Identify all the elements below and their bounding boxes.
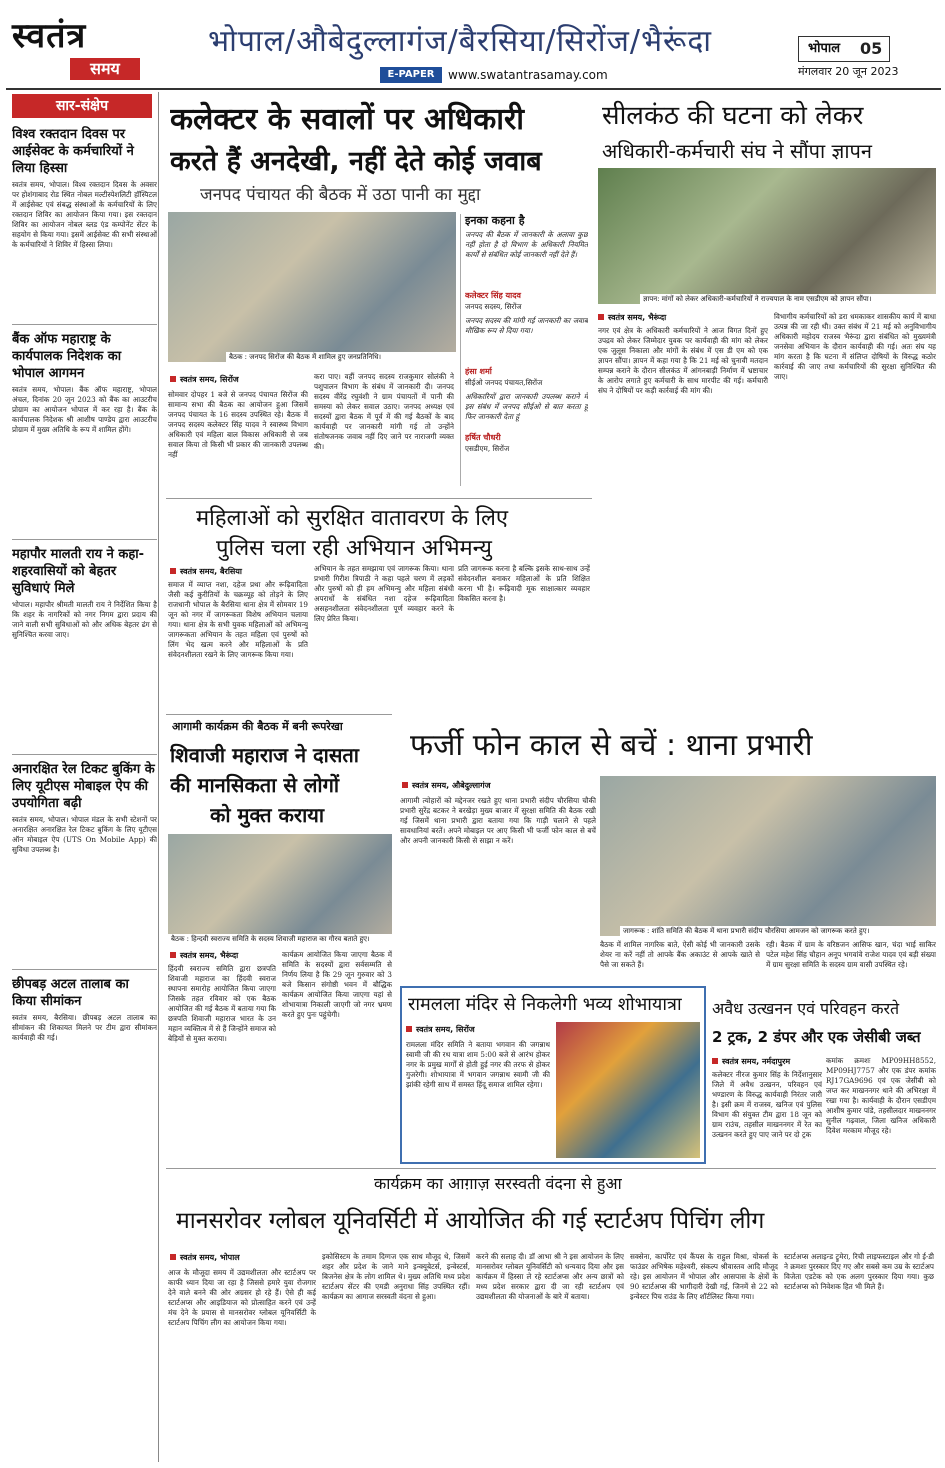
story8-body-col5: स्टार्टअप्स अलाइन्ड ट्रुमेरा, रिची लाइफस्टाइल और गो ई-डी ने क्रमशः पुरस्कार दिए गए और सबसे कम उम्र के स्टार्टअप विजेता एडटेक को एक अलग पुरस्कार दिया गया। कुछ स्टार्टअप्स को निवेशक हित भी मिले हैं।	[784, 1252, 934, 1291]
story4-body-col2: कार्यक्रम आयोजित किया जाएगा बैठक में समिति के सदस्यों द्वारा सर्वसम्मति से निर्णय लिया है कि 29 जून गुरुवार को 3 बजे किसान संगोष्ठी भवन में बौद्धिक कार्यक्रम आयोजित किया जाएगा यहां से शोभायात्रा निकाली जाएगी जो नगर भ्रमण करते हुए पुनः पहुंचेगी।	[282, 950, 392, 1019]
story4-byline-text: स्वतंत्र समय, भैरूंदा	[180, 951, 239, 960]
story8-byline-text: स्वतंत्र समय, भोपाल	[180, 1253, 240, 1262]
story3-byline-text: स्वतंत्र समय, बैरसिया	[180, 567, 243, 576]
story5-photo-caption: जागरूक : शांति समिति की बैठक में थाना प्रभारी संदीप चौरसिया आमजन को जागरूक करते हुए।	[620, 926, 936, 937]
story3-headline-line2: पुलिस चला रही अभियान अभिमन्यु	[216, 536, 492, 561]
story8-body-col4: सक्सेना, कार्पोरेट एवं कैंपस के राहुल मिश्रा, योकर्स के फाउंडर अभिषेक महेश्वरी, संकल्प श्रीवास्तव आदि मौजूद रहे। इस आयोजन में भोपाल और आसपास के क्षेत्रों के 90 स्टार्टअप्स की भागीदारी देखी गई, जिनमें से 22 को इन्वेस्टर पिच राउंड के लिए शॉर्टलिस्ट किया गया।	[630, 1252, 778, 1301]
page-number: 05	[860, 39, 883, 58]
info-box-title: इनका कहना है	[465, 214, 525, 227]
story1-headline-line2: करते हैं अनदेखी, नहीं देते कोई जवाब	[170, 146, 542, 177]
info-box-role3: एसडीएम, सिरोंज	[465, 444, 510, 453]
info-box-role2: सीईओ जनपद पंचायत,सिरोंज	[465, 378, 543, 387]
brief-headline: बैंक ऑफ महाराष्ट्र के कार्यपालक निदेशक का भोपाल आगमन	[12, 332, 122, 381]
story8-body-col2: इकोसिस्टम के तमाम दिग्गज एक साथ मौजूद थे, जिसमें शहर और प्रदेश के जाने माने इन्क्यूबेटर्स, इन्वेस्टर्स, बिजनेस क्षेत्र के लोग शामिल थे। मुख्य अतिथि मध्य प्रदेश स्टार्टअप सेंटर की एमडी अनुराधा सिंह उपस्थित रहीं। कार्यक्रम का आगाज सरस्वती वंदना से हुआ।	[322, 1252, 470, 1301]
story1-photo	[168, 212, 456, 362]
story1-photo-caption: बैठक : जनपद सिरोंज की बैठक में शामिल हुए जनप्रतिनिधि।	[226, 352, 456, 363]
brief-body: भोपाल। महापौर श्रीमती मालती राय ने निर्देशित किया है कि शहर के नागरिकों को नगर निगम द्वारा प्रदाय की जाने वाली सभी सुविधाओं को और अधिक बेहतर ढंग से सुनिश्चित करवा जाए।	[12, 600, 157, 639]
byline-marker	[170, 376, 176, 382]
story3-headline-line1: महिलाओं को सुरक्षित वातावरण के लिए	[196, 506, 509, 531]
edition-city: भोपाल	[808, 41, 841, 56]
column-divider	[158, 92, 159, 1462]
story4-photo	[168, 834, 392, 944]
byline-marker	[402, 782, 408, 788]
brief-body: स्वतंत्र समय, भोपाल। भोपाल मंडल के सभी स्टेशनों पर अनारक्षित अनारक्षित रेल टिकट बुकिंग के लिए यूटीएस ऑन मोबाइल ऐप (UTS On Mobile App) की सुविधा उपलब्ध है।	[12, 815, 157, 854]
info-box-signature3: हर्षित चौधरी	[465, 433, 501, 442]
story2-byline-text: स्वतंत्र समय, भैरूंदा	[608, 313, 667, 322]
story6-byline-text: स्वतंत्र समय, सिरोंज	[416, 1025, 475, 1034]
story1-body-col1: सोमवार दोपहर 1 बजे से जनपद पंचायत सिरोंज की सामान्य सभा की बैठक का आयोजन हुआ जिसमें जनपद पंचायत के 16 सदस्य उपस्थित रहे। बैठक में जनपद सदस्य कलेक्टर सिंह यादव ने स्वास्थ्य विभाग अधिकारी एवं महिला बाल विकास अधिकारी से जब सवाल किया तो किसी भी प्रकार की जानकारी उपलब्ध नहीं	[168, 390, 308, 459]
story7-body-col1: कलेक्टर नीरज कुमार सिंह के निर्देशानुसार जिले में अवैध उत्खनन, परिवहन एवं भण्डारण के विरुद्ध कार्यवाही निरंतर जारी है। इसी क्रम में राजस्व, खनिज एवं पुलिस विभाग की संयुक्त टीम द्वारा 18 जून को ग्राम राउंच, तहसील माखननगर में रेत का उत्खनन करते हुए पाए जाने पर दो ट्रक	[712, 1070, 822, 1139]
story2-byline	[598, 312, 768, 324]
brief-divider	[12, 539, 157, 540]
brief-divider	[12, 754, 157, 755]
story8-headline: मानसरोवर ग्लोबल यूनिवर्सिटी में आयोजित की गई स्टार्टअप पिचिंग लीग	[176, 1208, 765, 1234]
story8-body-col1: आज के मौजूदा समय में उद्यमशीलता और स्टार्टअप पर काफी ध्यान दिया जा रहा है जिससे हमारे युवा रोजगार देने वाले बनने की ओर अग्रसर हो रहे हैं। ऐसे ही कई स्टार्टअप्स और आइडियाज को प्रोत्साहित करने एवं उन्हें मंच देने के प्रयास से मानसरोवर ग्लोबल यूनिवर्सिटी के स्टार्टअप पिचिंग लीग का आयोजन किया गया।	[168, 1268, 316, 1327]
brief-body: स्वतंत्र समय, बैरसिया। छीपबड़ अटल तालाब का सीमांकन की शिकायत मिलने पर टीम द्वारा सीमांकन कार्यवाही की गई।	[12, 1013, 157, 1042]
story7-headline-line1: अवैध उत्खनन एवं परिवहन करते	[712, 999, 900, 1018]
byline-marker	[170, 1254, 176, 1260]
story8-byline	[170, 1252, 320, 1264]
sidebar-title: सार-संक्षेप	[12, 94, 152, 118]
brief-headline: अनारक्षित रेल टिकट बुकिंग के लिए यूटीएस मोबाइल ऐप की उपयोगिता बढ़ी	[12, 762, 155, 811]
story5-body-col1: आगामी त्योहारों को मद्देनजर रखते हुए थाना प्रभारी संदीप चौरसिया चौकी प्रभारी सुरेंद्र बटकर ने बरखेड़ा मुख्य बाजार में सुरक्षा समिति की बैठक रखी गई जिसमें थाना प्रभारी द्वारा बताया गया कि गाड़ी चलाने से पहले सावधानियां बरतें। अपने मोबाइल पर आए किसी भी फर्जी फोन काल से बचें और अपनी जानकारी किसी से साझा न करें।	[400, 796, 596, 845]
byline-marker	[712, 1058, 718, 1064]
website-link[interactable]: www.swatantrasamay.com	[448, 68, 608, 82]
brief-body: स्वतंत्र समय, भोपाल। विश्व रक्तदान दिवस के अवसर पर होशंगाबाद रोड स्थित नोबल मल्टीस्पेशलिटी हॉस्पिटल में आईसेक्ट एवं संबद्ध संस्थाओं के कर्मचारियों के लिए रक्तदान शिविर का आयोजन किया गया। इस रक्तदान शिविर का आयोजन नोबल ब्लड एंड कम्पोनेंट सेंटर के सहयोग से किया गया। इसमें आईसेक्ट की सभी संस्थाओं के कर्मचारियों ने शिविर में हिस्सा लिया।	[12, 180, 157, 249]
story2-photo	[598, 168, 936, 304]
info-box-quote2: जनपद सदस्य की मांगी गई जानकारी का जवाब मौखिक रूप से दिया गया।	[465, 316, 588, 335]
story4-body-col1: हिंदवी स्वराज्य समिति द्वारा छत्रपति शिवाजी महाराज का हिंदवी स्वराज स्थापना समारोह आयोजित किया जाएगा जिसके तहत रविवार को एक बैठक आयोजित की गई बैठक में बताया गया कि छत्रपति शिवाजी महाराज भारत के उन महान व्यक्तित्व में से हैं जिन्होंने समाज को बेड़ियों से मुक्त कराया।	[168, 964, 276, 1043]
story6-headline: रामलला मंदिर से निकलेगी भव्य शोभायात्रा	[408, 994, 682, 1015]
issue-date: मंगलवार 20 जून 2023	[798, 65, 899, 78]
brief-headline: छीपबड़ अटल तालाब का किया सीमांकन	[12, 977, 129, 1009]
story2-headline-line1: सीलकंठ की घटना को लेकर	[602, 101, 864, 131]
story2-photo-caption: ज्ञापन: मांगों को लेकर अधिकारी-कर्मचारियों ने राज्यपाल के नाम एसडीएम को ज्ञापन सौंपा।	[640, 294, 936, 305]
brief-headline: विश्व रक्तदान दिवस पर आईसेक्ट के कर्मचारियों ने लिया हिस्सा	[12, 127, 134, 176]
story6-body: रामलला मंदिर समिति ने बताया भगवान की जगन्नाथ स्वामी जी की रथ यात्रा शाम 5:00 बजे से आरंभ होकर नगर के प्रमुख मार्गों से होती हुई नगर की तरफ से होकर गुजरेगी। शोभायात्रा में भगवान जगन्नाथ स्वामी जी की झांकी रहेगी साथ में समस्त हिंदू समाज शामिल रहेगा।	[406, 1040, 550, 1089]
story5-photo	[600, 776, 936, 936]
story4-kicker: आगामी कार्यक्रम की बैठक में बनी रूपरेखा	[172, 720, 343, 733]
brief-body: स्वतंत्र समय, भोपाल। बैंक ऑफ महाराष्ट्र, भोपाल अंचल, दिनांक 20 जून 2023 को बैंक का आउटरीच प्रोग्राम का आयोजन भोपाल में कर रहा है। बैंक के कार्यपालक निदेशक श्री आशीष पाण्डेय द्वारा आउटरीच प्रोग्राम में मुख्य अतिथि के रूप में शामिल होंगे।	[12, 385, 157, 434]
edition-cities: भोपाल/औबेदुल्लागंज/बैरसिया/सिरोंज/भैरूंदा	[208, 24, 713, 59]
info-box-quote1: जनपद की बैठक में जानकारी के अलावा कुछ नहीं होता है दो विभाग के अधिकारी नियमित कार्यों से संबंधित कोई जानकारी नहीं देते हैं।	[465, 230, 588, 259]
story1-info-box	[460, 214, 588, 486]
story6-photo	[556, 1022, 700, 1158]
story6-byline	[406, 1024, 546, 1036]
byline-marker	[406, 1026, 412, 1032]
story5-byline-text: स्वतंत्र समय, औबेदुल्लागंज	[412, 781, 491, 790]
byline-marker	[598, 314, 604, 320]
story7-body-col2: कमांक क्रमशः MP09HH8552, MP09HJ7757 और एक डंपर कमांक RJ17GA9696 एवं एक जेसीबी को जप्त कर माखननगर थाने की अभिरक्षा में रखा गया है। कार्यवाही के दौरान एसडीएम आशीष कुमार पांडे, तहसीलदार माखननगर सुनील गढ़वाल, जिला खनिज अधिकारी दिवेश मरकाम मौजूद रहे।	[826, 1056, 936, 1135]
info-box-signature1: कलेक्टर सिंह यादव	[465, 291, 521, 300]
brief-divider	[12, 324, 157, 325]
logo-bottom: समय	[70, 58, 140, 80]
story4-headline-line2: की मानसिकता से लोगों	[170, 773, 340, 797]
masthead-divider	[6, 88, 941, 90]
byline-marker	[170, 568, 176, 574]
story1-headline-line1: कलेक्टर के सवालों पर अधिकारी	[170, 102, 525, 137]
logo-top: स्वतंत्र	[12, 16, 87, 56]
epaper-label: E-PAPER	[380, 67, 442, 83]
story5-body-col3: रही। बैठक में ग्राम के वरिष्ठजन आसिफ खान, चंदा भाई साकिर पटेल महेश सिंह चौहान अनूप भगवांवे राजेश यादव एवं बड़ी संख्या में ग्राम सुरक्षा समिति के सदस्य ग्राम वासी उपस्थित रहे।	[766, 940, 936, 969]
story7-byline-text: स्वतंत्र समय, नर्मदापुरम	[722, 1057, 791, 1066]
story5-byline	[402, 780, 598, 792]
brief-divider	[12, 969, 157, 970]
story5-headline: फर्जी फोन काल से बचें : थाना प्रभारी	[410, 728, 813, 763]
story2-body-col2: विभागीय कर्मचारियों को डरा धमकाकर शासकीय कार्य में बाधा उत्पन्न की जा रही थी। उक्त संबंध में 21 मई को अनुविभागीय अधिकारी महोदय राजस्व भैरूंदा द्वारा संबंधित को मुख्यमंत्री जनसेवा अभियान के दौरान कार्यवाही की गई। अतः संघ यह मांग करता है कि घटना में संलिप्त दोषियों के विरुद्ध कठोर कार्रवाई की जाए तथा कर्मचारियों की सुरक्षा सुनिश्चित की जाए।	[774, 312, 936, 381]
story3-body-col3: प्रति जागरूक करना है बल्कि इसके साथ-साथ उन्हें संवेदनशील बनाकर महिलाओं के प्रति शिक्षित करना भी है। रूढ़िवादी मूक साक्षात्कार व्यवहार विकसित करना है।	[458, 564, 590, 603]
section-divider	[166, 1168, 936, 1169]
story2-body-col1: नगर एवं क्षेत्र के अधिकारी कर्मचारियों ने आज विगत दिनों हुए उपद्रव को लेकर जिम्मेदार युवक पर कार्यवाही की मांग को लेकर एक जुलूस निकाला और मांगों के संबंध में एस डी एम को एक ज्ञापन सौंपा। ज्ञापन में कहा गया है कि 21 मई को चुनावी मतदान सम्पन्न कराने के दौरान सीलकंठ में आंगनबाड़ी निर्माण में भ्रष्टाचार के आरोप लगाते हुए कर्मचारी के साथ मारपीट की गई। कर्मचारी संघ ने दोषियों पर कड़ी कार्रवाई की मांग की।	[598, 326, 768, 395]
story5-body-col2: बैठक में शामिल नागरिक बाते, ऐसी कोई भी जानकारी उसके शेयर ना करें नहीं तो आपके बैंक अकाउंट से आपके खाते से पैसे जा सकते हैं।	[600, 940, 760, 969]
section-divider	[166, 714, 392, 715]
story4-headline-line1: शिवाजी महाराज ने दासता	[170, 743, 359, 767]
info-box-quote3: अधिकारियों द्वारा जानकारी उपलब्ध कराने में इस संबंध में जनपद सीईओ से बात करता हूं फिर जानकारी देता हूं	[465, 392, 588, 421]
story1-subheadline: जनपद पंचायत की बैठक में उठा पानी का मुद्दा	[200, 185, 481, 205]
info-box-role1: जनपद सदस्य, सिरोंज	[465, 302, 522, 311]
story1-body-col2: करा पाए। वहीं जनपद सदस्य राजकुमार सोलंकी ने पशुपालन विभाग के संबंध में जानकारी दी। जनपद सदस्य वीरेंद्र रघुवंशी ने ग्राम पंचायतों में पानी की समस्या को लेकर सवाल उठाए। जनपद अध्यक्ष एवं सदस्यों द्वारा बैठक में पूर्व में की गई बैठकों के बाद कार्यवाही पर जानकारी मांगी गई तो उन्होंने संतोषजनक जवाब नहीं दिए जाने पर नाराजगी व्यक्त की।	[314, 372, 454, 451]
byline-marker	[170, 952, 176, 958]
story8-kicker: कार्यक्रम का आग़ाज़ सरस्वती वंदना से हुआ	[374, 1174, 622, 1193]
story1-byline-text: स्वतंत्र समय, सिरोंज	[180, 375, 239, 384]
story7-byline	[712, 1056, 822, 1068]
story2-headline-line2: अधिकारी-कर्मचारी संघ ने सौंपा ज्ञापन	[602, 139, 873, 163]
story4-photo-caption: बैठक : हिन्दवी स्वराज्य समिति के सदस्य शिवाजी महाराज का गौरव बताते हुए।	[168, 934, 392, 945]
brief-headline: महापौर मालती राय ने कहा-शहरवासियों को बेहतर सुविधाएं मिले	[12, 547, 145, 596]
story4-headline-line3: को मुक्त कराया	[210, 803, 325, 827]
sidebar-briefs	[12, 120, 157, 1460]
info-box-signature2: हंसा शर्मा	[465, 367, 492, 376]
section-divider	[166, 498, 592, 499]
story8-body-col3: करने की सलाह दी। डॉ आभा श्री ने इस आयोजन के लिए मानसरोवर ग्लोबल यूनिवर्सिटी को धन्यवाद दिया और इस कार्यक्रम में हिस्सा ले रहे स्टार्टअप्स और अन्य छात्रों को मध्य प्रदेश सरकार द्वारा दी जा रही स्टार्टअप एवं उद्यमशीलता की योजनाओं के बारे में बताया।	[476, 1252, 624, 1301]
story7-headline-line2: 2 ट्रक, 2 डंपर और एक जेसीबी जब्त	[712, 1028, 921, 1046]
story3-body-col1: समाज में व्याप्त नशा, दहेज प्रथा और रूढ़िवादिता जैसी कई कुरीतियों के चक्रव्यूह को तोड़ने के लिए राजधानी भोपाल के बैरसिया थाना क्षेत्र में सोमवार 19 जून को नगर में जागरूकता विशेष अभियान चलाया गया। थाना क्षेत्र के सभी युवक महिलाओं को अभिमन्यु जागरूकता अभियान के तहत महिला एवं पुरुषों को लिंग भेद खत्म करने और महिलाओं के प्रति संवेदनशीलता रखने के लिए जागरूक किया गया।	[168, 580, 308, 659]
story3-body-col2: अभियान के तहत समझाया एवं जागरूक किया। थाना प्रभारी गिरीश त्रिपाठी ने कहा पहले चरण में लड़कों और पुरुषों को ही हम अभिमन्यु और महिला संबंधी अपराधों के संबंधित नशा दहेज रूढ़िवादिता असहनशीलता संवेदनशीलता पूर्ण व्यवहार करने के लिए प्रेरित किया।	[314, 564, 454, 623]
